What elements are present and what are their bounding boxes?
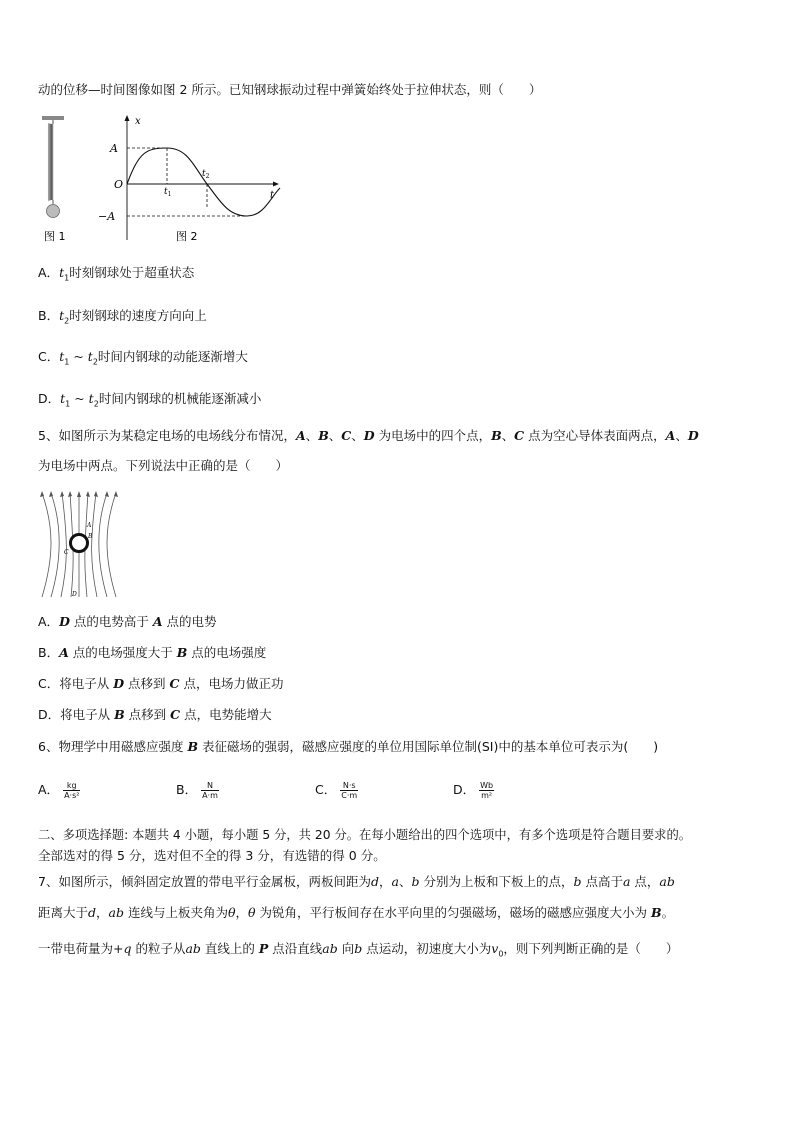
amplitude-neg-label: −A (98, 210, 116, 223)
q6-option-b[interactable]: B． $\frac{N}{A\cdot m}$ (176, 781, 218, 800)
q6-b-fraction: $\frac{N}{A\cdot m}$ (202, 781, 218, 800)
q5-stem-line2: 为电场中两点。下列说法中正确的是（ ） (38, 458, 289, 473)
q7-stem-line2: 距离大于d，ab 连线与上板夹角为θ，θ 为锐角，平行板间存在水平向里的匀强磁场，磁场的磁感应强度大小为 B。 (38, 905, 675, 920)
q7-stem-line3: 一带电荷量为+q 的粒子从ab 直线上的 P 点沿直线ab 向b 点运动，初速度大小为$v_0$，则下列判断正确的是（ ） (38, 941, 679, 959)
q5-option-c[interactable]: C．将电子从 D 点移到 C 点，电场力做正功 (38, 676, 284, 691)
q4-option-b[interactable]: B．$t_2$时刻钢球的速度方向向上 (38, 308, 207, 326)
fig2-caption: 图 2 (176, 230, 198, 243)
q5-option-a[interactable]: A．D 点的电势高于 A 点的电势 (38, 614, 217, 629)
q6-c-fraction: $\frac{N\cdot s}{C\cdot m}$ (341, 781, 358, 800)
t2-label: $t_2$ (202, 169, 210, 180)
fig-label-b: B (88, 533, 93, 540)
sine-curve (127, 148, 280, 216)
q4-figure-2-xt-graph (94, 112, 284, 247)
y-axis-label: x (135, 116, 141, 127)
q5-field-figure (38, 487, 120, 599)
q6-option-c[interactable]: C． $\frac{N\cdot s}{C\cdot m}$ (315, 781, 358, 800)
t1-label: $t_1$ (164, 187, 172, 198)
q6-d-fraction: $\frac{Wb}{\text{m²}}$ (480, 781, 494, 800)
q4-option-c[interactable]: C．$t_1$ ~ $t_2$时间内钢球的动能逐渐增大 (38, 349, 248, 367)
q5-stem-line1: 5、如图所示为某稳定电场的电场线分布情况，A、B、C、D 为电场中的四个点，B、C 点为空心导体表面两点，A、D (38, 428, 699, 443)
fig-label-a: A (87, 522, 92, 529)
ceiling-bar (42, 116, 64, 120)
q6-a-fraction: $\frac{kg}{\text{A·s²}}$ (64, 781, 80, 800)
q4-option-a[interactable]: A．$t_1$时刻钢球处于超重状态 (38, 265, 195, 283)
q4-figure-1-spring (38, 112, 78, 247)
fig-label-c: C (64, 549, 69, 556)
q6-option-a[interactable]: A． $\frac{kg}{\text{A·s²}}$ (38, 781, 80, 800)
q7-stem-line1: 7、如图所示，倾斜固定放置的带电平行金属板，两板间距为d，a、b 分别为上板和下板上的点，b 点高于a 点，ab (38, 874, 675, 889)
x-axis-label: t (270, 190, 275, 201)
q4-stem-tail: 动的位移—时间图像如图 2 所示。已知钢球振动过程中弹簧始终处于拉伸状态，则（ ） (38, 82, 542, 97)
q6-stem: 6、物理学中用磁感应强度 B 表征磁场的强弱，磁感应强度的单位用国际单位制(SI)中的基本单位可表示为( ) (38, 739, 659, 754)
hollow-conductor (71, 535, 88, 552)
amplitude-pos-label: A (110, 142, 118, 155)
section2-instructions-line2: 全部选对的得 5 分，选对但不全的得 3 分，有选错的得 0 分。 (38, 848, 386, 863)
spring-coil (48, 120, 53, 204)
arrowheads (40, 491, 118, 497)
q4-option-d[interactable]: D．$t_1$ ~ $t_2$时间内钢球的机械能逐渐减小 (38, 391, 262, 409)
q5-option-d[interactable]: D．将电子从 B 点移到 C 点，电势能增大 (38, 707, 272, 722)
q5-option-b[interactable]: B．A 点的电场强度大于 B 点的电场强度 (38, 645, 267, 660)
steel-ball (47, 205, 60, 218)
section2-instructions-line1: 二、多项选择题: 本题共 4 小题，每小题 5 分，共 20 分。在每小题给出的四个选项中，有多个选项是符合题目要求的。 (38, 828, 692, 842)
fig-label-d: D (72, 591, 77, 598)
origin-label: O (114, 178, 124, 191)
q6-option-d[interactable]: D． $\frac{Wb}{\text{m²}}$ (453, 781, 494, 800)
fig1-caption: 图 1 (44, 230, 66, 243)
